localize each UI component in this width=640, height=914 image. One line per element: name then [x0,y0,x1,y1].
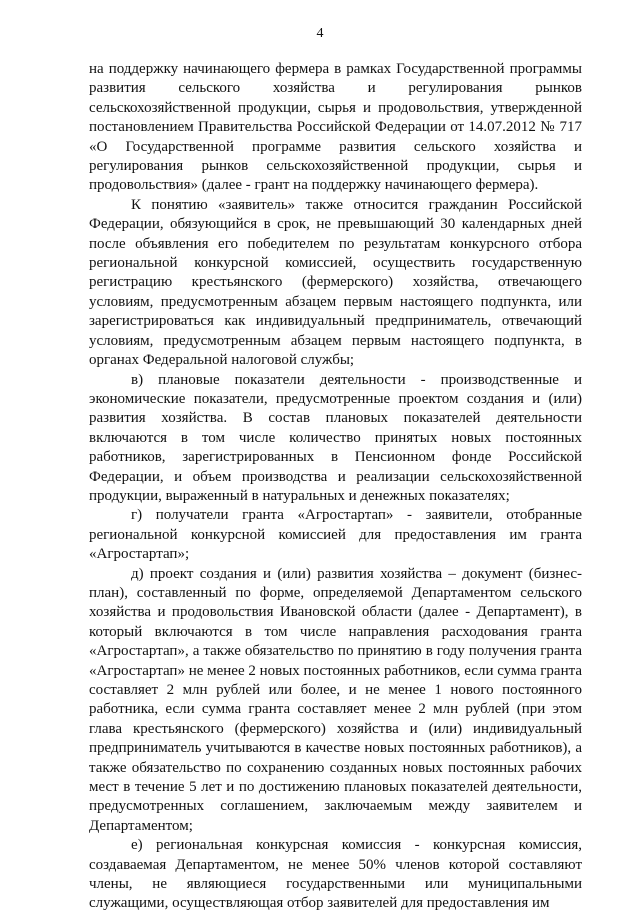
page-number: 4 [316,26,324,41]
paragraph-item-e: е) региональная конкурсная комиссия - конкурсная комиссия, создаваемая Департаментом, не менее 50% членов которой составляют члены, не являющиеся государственными или муниципальными служащими, осуществляющая отбор заявителей для предоставления им [89,837,582,912]
paragraph-item-g: г) получатели гранта «Агростартап» - заявители, отобранные региональной конкурсной комиссией для предоставления им гранта «Агростартап»; [89,507,582,563]
paragraph-continuation: на поддержку начинающего фермера в рамках Государственной программы развития сельского хозяйства и регулирования рынков сельскохозяйственной продукции, сырья и продовольствия, утвержденной постановлением Правительства Российской Федерации от 14.07.2012 № 717 «О Государственной программе развития сельского хозяйства и регулирования рынков сельскохозяйственной продукции, сырья и продовольствия» (далее - грант на поддержку начинающего фермера). [89,61,582,194]
document-body [89,60,582,914]
paragraph-item-d: д) проект создания и (или) развития хозяйства – документ (бизнес-план), составленный по форме, определяемой Департаментом сельского хозяйства и продовольствия Ивановской области (далее - Департамент), в который включаются в том числе направления расходования гранта «Агростартап», а также обязательство по принятию в году получения гранта «Агростартап» не менее 2 новых постоянных работников, если сумма гранта составляет 2 млн рублей или более, и не менее 1 нового постоянного работника, если сумма гранта составляет менее 2 млн рублей (при этом глава крестьянского (фермерского) хозяйства и (или) индивидуальный предприниматель учитываются в качестве новых постоянных работников), а также обязательство по сохранению созданных новых постоянных рабочих мест в течение 5 лет и по достижению плановых показателей деятельности, предусмотренных соглашением, заключаемым между заявителем и Департаментом; [89,565,583,834]
paragraph-item-v: в) плановые показатели деятельности - производственные и экономические показатели, предусмотренные проектом создания и (или) развития хозяйства. В состав плановых показателей деятельности включаются в том числе количество принятых новых постоянных работников, зарегистрированных в Пенсионном фонде Российской Федерации, и объем производства и реализации сельскохозяйственной продукции, выраженный в натуральных и денежных показателях; [89,371,582,504]
paragraph-applicant-definition: К понятию «заявитель» также относится гражданин Российской Федерации, обязующийся в срок, не превышающий 30 календарных дней после объявления его победителем по результатам конкурсного отбора региональной конкурсной комиссией, осуществить государственную регистрацию крестьянского (фермерского) хозяйства, отвечающего условиям, предусмотренным абзацем первым настоящего подпункта, или зарегистрироваться как индивидуальный предприниматель, отвечающий условиям, предусмотренным абзацем первым настоящего подпункта, в органах Федеральной налоговой службы; [89,196,582,369]
